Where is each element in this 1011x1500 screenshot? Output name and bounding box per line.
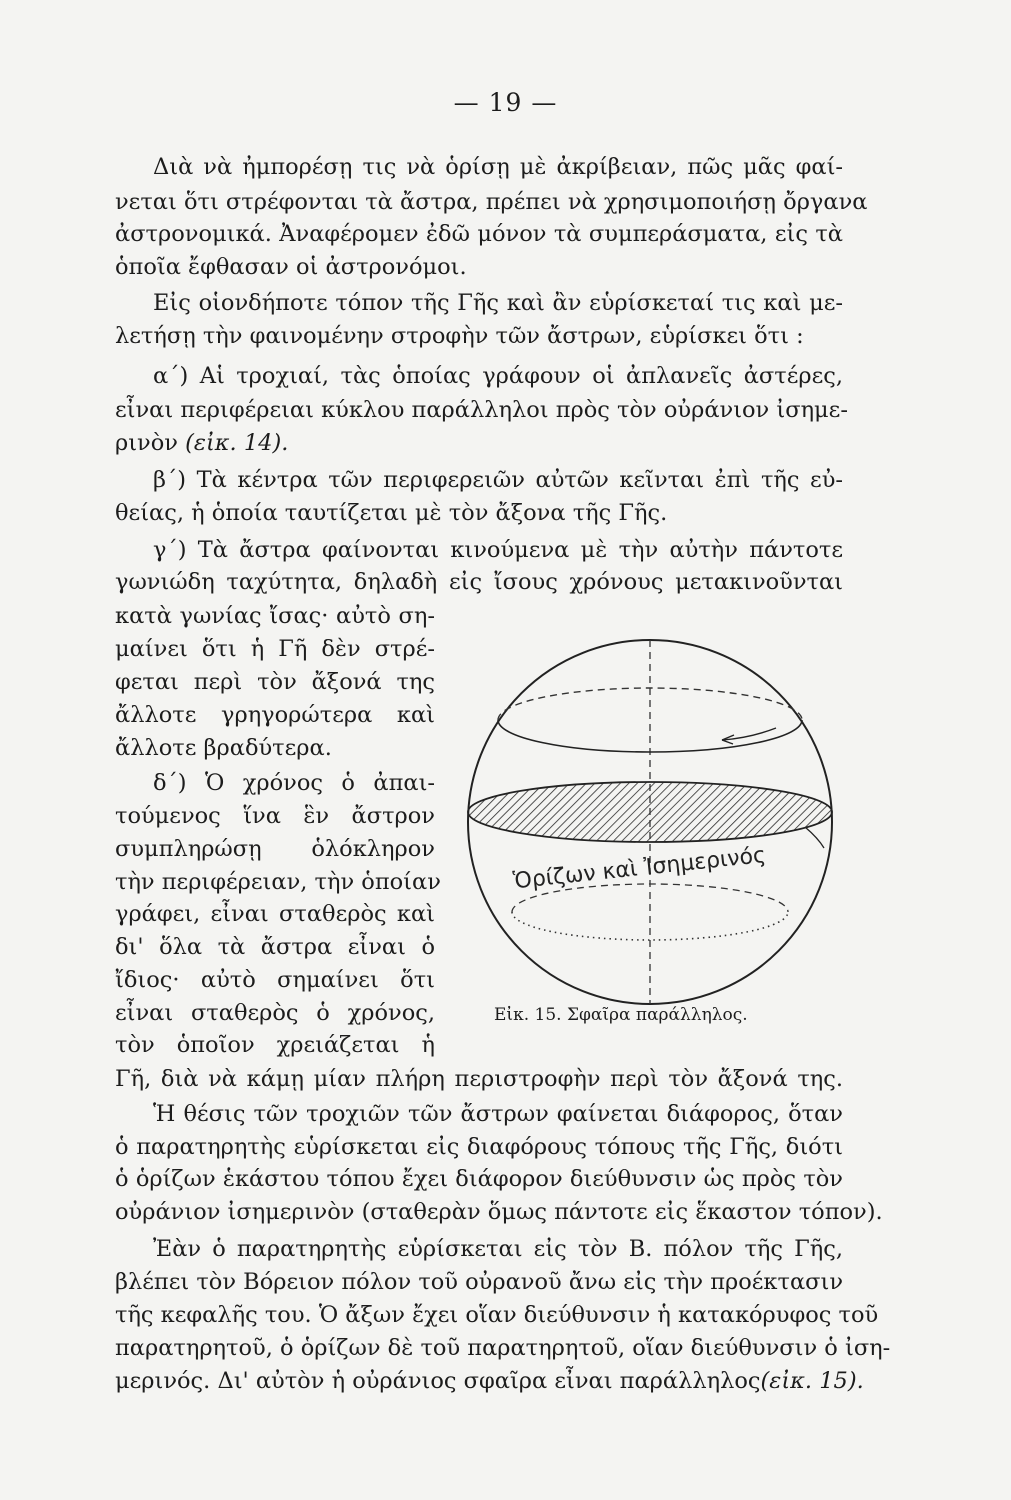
text-line: δ΄) Ὁ χρόνος ὁ ἀπαι- (153, 770, 435, 796)
text-line: δι' ὅλα τὰ ἄστρα εἶναι ὁ (115, 934, 435, 960)
text-line: κατὰ γωνίας ἴσας· αὐτὸ ση- (115, 603, 435, 629)
page-number: — 19 — (453, 88, 558, 117)
text-line: νεται ὅτι στρέφονται τὰ ἄστρα, πρέπει νὰ χρησιμοποιήσῃ ὄργανα (115, 189, 868, 215)
text-line: ἴδιος· αὐτὸ σημαίνει ὅτι (115, 967, 435, 993)
text-line: λετήσῃ τὴν φαινομένην στροφὴν τῶν ἄστρων, εὑρίσκει ὅτι : (115, 323, 804, 349)
text-line: γράφει, εἶναι σταθερὸς καὶ (115, 901, 435, 927)
text-line: εἶναι περιφέρειαι κύκλου παράλληλοι πρὸς τὸν οὐράνιον ἰσημε- (115, 397, 848, 423)
text-line: οὐράνιον ἰσημερινὸν (σταθερὰν ὅμως πάντοτε εἰς ἕκαστον τόπον). (115, 1199, 883, 1225)
figure-label: Ὁρίζων καὶ Ἰσημερινός (512, 842, 768, 895)
text-line (115, 1365, 864, 1398)
text-line: τὸν ὁποῖον χρειάζεται ἡ (115, 1032, 435, 1058)
text-line: συμπληρώσῃ ὁλόκληρον (115, 836, 435, 862)
text-line: τούμενος ἵνα ἓν ἄστρον (115, 803, 435, 829)
text-line: παρατηρητοῦ, ὁ ὁρίζων δὲ τοῦ παρατηρητοῦ, οἵαν διεύθυνσιν ὁ ἰση- (115, 1335, 891, 1361)
text-line: γωνιώδη ταχύτητα, δηλαδὴ εἰς ἴσους χρόνους μετακινοῦνται (115, 569, 843, 595)
text-line: εἶναι σταθερὸς ὁ χρόνος, (115, 1000, 435, 1026)
text-line-part: ρινὸν (115, 430, 178, 456)
rotation-arrow (722, 728, 776, 740)
text-line: θείας, ἡ ὁποία ταυτίζεται μὲ τὸν ἄξονα τῆς Γῆς. (115, 500, 668, 526)
figure-reference: (εἰκ. 15). (760, 1368, 864, 1394)
text-line: φεται περὶ τὸν ἄξονά της (115, 669, 435, 695)
text-line: γ΄) Τὰ ἄστρα φαίνονται κινούμενα μὲ τὴν αὐτὴν πάντοτε (153, 537, 843, 563)
text-line: Εἰς οἱονδήποτε τόπον τῆς Γῆς καὶ ἂν εὑρίσκεταί τις καὶ με- (153, 290, 843, 316)
figure-caption: Εἰκ. 15. Σφαῖρα παράλληλος. (494, 1005, 748, 1025)
horizon-equator-plane (468, 782, 832, 842)
text-line: Ἐὰν ὁ παρατηρητὴς εὑρίσκεται εἰς τὸν Β. πόλον τῆς Γῆς, (153, 1236, 843, 1262)
text-line: α΄) Αἱ τροχιαί, τὰς ὁποίας γράφουν οἱ ἀπλανεῖς ἀστέρες, (153, 363, 843, 389)
text-line: ἀστρονομικά. Ἀναφέρομεν ἐδῶ μόνον τὰ συμπεράσματα, εἰς τὰ (115, 221, 843, 247)
text-line-part: μερινός. Δι' αὐτὸν ἡ οὐράνιος σφαῖρα εἶναι παράλληλος (115, 1368, 761, 1394)
text-line: μαίνει ὅτι ἡ Γῆ δὲν στρέ- (115, 636, 435, 662)
text-line: ἄλλοτε βραδύτερα. (115, 735, 332, 761)
text-line: ὁ παρατηρητὴς εὑρίσκεται εἰς διαφόρους τόπους τῆς Γῆς, διότι (115, 1134, 843, 1160)
text-line: βλέπει τὸν Βόρειον πόλον τοῦ οὐρανοῦ ἄνω εἰς τὴν προέκτασιν (115, 1269, 843, 1295)
text-line: τῆς κεφαλῆς του. Ὁ ἄξων ἔχει οἵαν διεύθυνσιν ἡ κατακόρυφος τοῦ (115, 1302, 879, 1328)
text-line: ὁ ὁρίζων ἑκάστου τόπου ἔχει διάφορον διεύθυνσιν ὡς πρὸς τὸν (115, 1166, 843, 1192)
text-line: τὴν περιφέρειαν, τὴν ὁποίαν (115, 869, 441, 895)
equator-arrow (805, 827, 824, 848)
text-line: Γῆ, διὰ νὰ κάμῃ μίαν πλήρη περιστροφὴν περὶ τὸν ἄξονά της. (115, 1066, 843, 1092)
text-line (115, 427, 288, 460)
text-line: ἄλλοτε γρηγορώτερα καὶ (115, 702, 435, 728)
figure-parallel-sphere (460, 612, 850, 1012)
text-line: Διὰ νὰ ἠμπορέσῃ τις νὰ ὁρίσῃ μὲ ἀκρίβειαν, πῶς μᾶς φαί- (153, 154, 843, 180)
figure-reference: (εἰκ. 14). (185, 430, 289, 456)
text-line: β΄) Τὰ κέντρα τῶν περιφερειῶν αὐτῶν κεῖνται ἐπὶ τῆς εὐ- (153, 467, 843, 493)
text-line: Ἡ θέσις τῶν τροχιῶν τῶν ἄστρων φαίνεται διάφορος, ὅταν (153, 1101, 843, 1127)
text-line: ὁποῖα ἔφθασαν οἱ ἀστρονόμοι. (115, 254, 467, 280)
